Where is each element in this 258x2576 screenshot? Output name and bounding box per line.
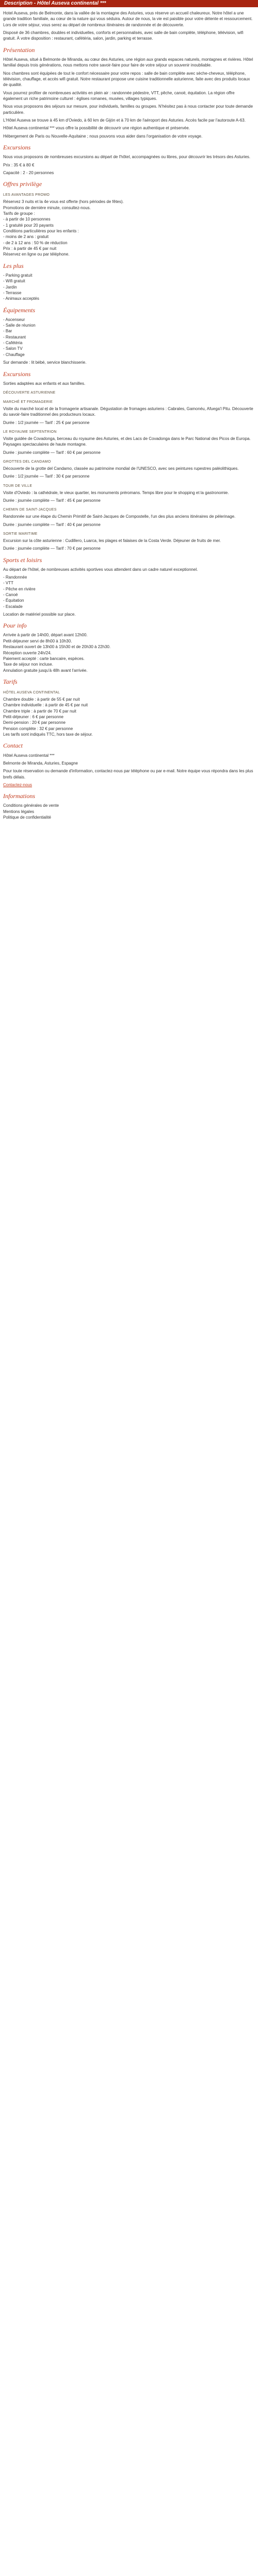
list-item: - Salon TV — [3, 346, 255, 351]
footer-heading: Informations — [3, 792, 36, 800]
decouverte-paragraph: Visite guidée de Covadonga, berceau du royaume des Asturies, et des Lacs de Covadonga dans le Parc National des Picos de Europa. Paysages spectaculaires de haute montagne. — [3, 436, 251, 447]
excursions-price: Prix : 35 € à 80 € — [3, 162, 35, 167]
tarifs-line: Chambre triple : à partir de 70 € par nuit — [3, 708, 76, 714]
presentation-heading: Présentation — [3, 46, 35, 54]
equipements-heading: Équipements — [3, 306, 35, 314]
list-item: - Équitation — [3, 598, 255, 603]
infos-section — [3, 621, 255, 673]
decouverte-section — [3, 391, 255, 552]
decouverte-paragraph: Découverte de la grotte del Candamo, classée au patrimoine mondial de l'UNESCO, avec ses peintures rupestres paléolithiques. — [3, 466, 239, 471]
list-item: - Parking gratuit — [3, 273, 255, 278]
tarifs-line: Pension complète : 32 € par personne — [3, 726, 73, 731]
list-item: - Bar — [3, 328, 255, 334]
excursions-heading: Excursions — [3, 144, 31, 151]
les-plus-heading: Les plus — [3, 262, 24, 269]
sports-intro: Au départ de l'hôtel, de nombreuses activités sportives vous attendent dans un cadre naturel exceptionnel. — [3, 567, 198, 572]
presentation-paragraph: Hôtel Auseva, situé à Belmonte de Miranda, au cœur des Asturies, une région aux grands espaces naturels, montagnes et rivières. Hôtel familial depuis trois générations, nous mettons notre savoir-faire pour faire de votre séjour un souvenir inoubliable. — [3, 57, 253, 68]
intro-section — [3, 10, 255, 42]
offres-line: Réservez en ligne ou par téléphone. — [3, 252, 70, 257]
list-item: - Ascenseur — [3, 317, 255, 323]
footer-section — [3, 792, 255, 820]
offres-line: Tarifs de groupe : — [3, 211, 35, 216]
presentation-paragraph: Nos chambres sont équipées de tout le confort nécessaire pour votre repos : salle de bain complète avec sèche-cheveux, téléphone, télévision, chauffage, et accès wifi gratuit. Notre restaurant propose une cuisine traditionnelle asturienne, faite avec des produits locaux de qualité. — [3, 71, 250, 88]
tarifs-line: Petit-déjeuner : 6 € par personne — [3, 715, 63, 720]
enfants-section — [3, 370, 255, 386]
offres-section — [3, 180, 255, 258]
decouverte-heading: DÉCOUVERTE ASTURIENNE — [3, 391, 56, 395]
offres-line: Promotions de dernière minute, consultez-nous. — [3, 205, 91, 210]
offres-line: Réservez 3 nuits et la 4e vous est offerte (hors périodes de fêtes). — [3, 199, 124, 205]
offres-line: Prix : à partir de 45 € par nuit — [3, 246, 57, 251]
infos-line: Réception ouverte 24h/24. — [3, 650, 52, 655]
excursions-capacity: Capacité : 2 - 20 personnes — [3, 170, 54, 175]
presentation-paragraph: L'Hôtel Auseva se trouve à 45 km d'Oviedo, à 60 km de Gijón et à 70 km de l'aéroport des Asturies. Accès facile par l'autoroute A-63. — [3, 118, 246, 123]
intro-paragraph: Hotel Auseva, près de Belmonte, dans la vallée de la montagne des Asturies, vous réserve un accueil chaleureux. Notre hôtel a une grande tradition familiale, au cœur de la nature qui vous séduira. Autour de nous, la vie est paisible pour votre détente et ressourcement. Lors de votre séjour, vous serez au départ de nombreux itinéraires de randonnée et de découverte. — [3, 11, 253, 27]
presentation-paragraph: Hôtel Auseva continental *** vous offre la possibilité de découvrir une région authentique et préservée. — [3, 126, 190, 131]
decouverte-paragraph: Visite d'Oviedo : la cathédrale, le vieux quartier, les monuments préromans. Temps libre pour le shopping et la gastronomie. — [3, 490, 229, 495]
infos-line: Annulation gratuite jusqu'à 48h avant l'arrivée. — [3, 668, 88, 673]
decouverte-paragraph: Durée : 1/2 journée — Tarif : 25 € par personne — [3, 420, 90, 425]
list-item: - Jardin — [3, 284, 255, 290]
footer-link[interactable]: Politique de confidentialité — [3, 815, 51, 820]
contact-paragraph: Pour toute réservation ou demande d'information, contactez-nous par téléphone ou par e-mail. Notre équipe vous répondra dans les plus brefs délais. — [3, 769, 253, 779]
tarifs-line: Demi-pension : 20 € par personne — [3, 720, 66, 725]
intro-paragraph: Disposé de 36 chambres, doubles et individuelles, conforts et personnalisés, avec salle de bain complète, téléphone, télévision, wifi gratuit. À votre disposition : restaurant, cafétéria, salon, jardin, parking et terrasse. — [3, 30, 244, 41]
equipements-section — [3, 306, 255, 366]
list-item: - Chauffage — [3, 352, 255, 358]
tarifs-line: Les tarifs sont indiqués TTC, hors taxe de séjour. — [3, 732, 93, 737]
decouverte-subheading: MARCHÉ ET FROMAGERIE — [3, 400, 53, 404]
sports-section — [3, 556, 255, 618]
presentation-paragraph: Nous vous proposons des séjours sur mesure, pour individuels, familles ou groupes. N'hésitez pas à nous contacter pour toute demande particulière. — [3, 104, 253, 115]
list-item: - Randonnée — [3, 574, 255, 580]
sports-note: Location de matériel possible sur place. — [3, 612, 76, 617]
enfants-heading: Excursions — [3, 370, 31, 378]
presentation-paragraph: Vous pourrez profiter de nombreuses activités en plein air : randonnée pédestre, VTT, pêche, canoë, équitation. La région offre également un riche patrimoine culturel : églises romanes, musées, villages typiques. — [3, 90, 235, 101]
les-plus-list — [3, 273, 255, 302]
contact-paragraph: Hôtel Auseva continental *** — [3, 753, 55, 758]
offres-subheading: LES AVANTAGES PROMO — [3, 193, 50, 197]
list-item: - VTT — [3, 580, 255, 586]
equipements-extra: Sur demande : lit bébé, service blanchisserie. — [3, 360, 87, 365]
equipements-list — [3, 317, 255, 358]
tarifs-section — [3, 677, 255, 737]
page — [0, 0, 258, 820]
offres-line: - moins de 2 ans : gratuit — [3, 234, 49, 240]
decouverte-paragraph: Durée : journée complète — Tarif : 45 € par personne — [3, 498, 101, 503]
infos-line: Taxe de séjour non incluse. — [3, 662, 53, 667]
decouverte-subheading: TOUR DE VILLE — [3, 484, 33, 488]
list-item: - Terrasse — [3, 290, 255, 296]
offres-line: - 1 gratuité pour 20 payants — [3, 223, 54, 228]
list-item: - Canoë — [3, 592, 255, 598]
sports-heading: Sports et loisirs — [3, 556, 42, 564]
decouverte-paragraph: Durée : 1/2 journée — Tarif : 30 € par personne — [3, 474, 90, 479]
excursions-paragraph: Nous vous proposons de nombreuses excursions au départ de l'hôtel, accompagnées ou libres, pour découvrir les trésors des Asturies. — [3, 155, 251, 160]
presentation-section — [3, 46, 255, 139]
offres-line: - à partir de 10 personnes — [3, 217, 51, 222]
footer-link[interactable]: Mentions légales — [3, 809, 35, 814]
infos-line: Petit-déjeuner servi de 8h00 à 10h30. — [3, 638, 72, 643]
offres-heading: Offres privilège — [3, 180, 42, 188]
decouverte-paragraph: Excursion sur la côte asturienne : Cudillero, Luarca, les plages et falaises de la Costa Verde. Déjeuner de fruits de mer. — [3, 538, 221, 543]
offres-line: - de 2 à 12 ans : 50 % de réduction — [3, 240, 68, 245]
decouverte-paragraph: Visite du marché local et de la fromagerie artisanale. Dégustation de fromages asturiens : Cabrales, Gamonéu, Afuega'l Pitu. Découverte du savoir-faire traditionnel des producteurs locaux. — [3, 406, 253, 417]
decouverte-paragraph: Durée : journée complète — Tarif : 70 € par personne — [3, 546, 101, 551]
page-title: Description - Hôtel Auseva continental *** — [4, 1, 106, 6]
page-header-banner — [0, 0, 258, 7]
tarifs-line: Chambre double : à partir de 55 € par nuit — [3, 697, 80, 702]
excursions-section — [3, 143, 255, 176]
sports-list — [3, 574, 255, 609]
enfants-paragraph: Sorties adaptées aux enfants et aux familles. — [3, 381, 86, 386]
infos-line: Arrivée à partir de 14h00, départ avant 12h00. — [3, 633, 88, 638]
decouverte-subheading: GROTTES DEL CANDAMO — [3, 460, 51, 464]
list-item: - Salle de réunion — [3, 323, 255, 328]
list-item: - Wifi gratuit — [3, 278, 255, 284]
contact-heading: Contact — [3, 742, 23, 750]
contact-section — [3, 741, 255, 788]
infos-line: Paiement accepté : carte bancaire, espèces. — [3, 656, 85, 661]
list-item: - Pêche en rivière — [3, 586, 255, 592]
list-item: - Animaux acceptés — [3, 296, 255, 301]
tarifs-heading: Tarifs — [3, 677, 18, 685]
infos-heading: Pour info — [3, 622, 27, 630]
decouverte-subheading: SORTIE MARITIME — [3, 532, 38, 536]
list-item: - Cafétéria — [3, 340, 255, 346]
tarifs-subheading: HÔTEL AUSEVA CONTINENTAL — [3, 691, 60, 695]
list-item: - Escalade — [3, 604, 255, 609]
decouverte-paragraph: Durée : journée complète — Tarif : 60 € par personne — [3, 450, 101, 455]
contact-paragraph: Belmonte de Miranda, Asturies, Espagne — [3, 760, 78, 766]
infos-line: Restaurant ouvert de 13h00 à 15h30 et de 20h30 à 22h30. — [3, 645, 111, 650]
decouverte-subheading: LE ROYAUME SEPTENTRION — [3, 430, 57, 434]
presentation-paragraph: Hébergement de Paris ou Nouvelle-Aquitaine ; nous pouvons vous aider dans l'organisation de votre voyage. — [3, 133, 203, 139]
tarifs-line: Chambre individuelle : à partir de 45 € par nuit — [3, 703, 88, 708]
contact-link[interactable]: Contactez-nous — [3, 782, 33, 787]
decouverte-subheading: CHEMIN DE SAINT-JACQUES — [3, 508, 57, 512]
list-item: - Restaurant — [3, 334, 255, 340]
les-plus-section — [3, 262, 255, 302]
decouverte-paragraph: Randonnée sur une étape du Chemin Primitif de Saint-Jacques de Compostelle, l'un des plus anciens itinéraires de pèlerinage. — [3, 514, 236, 519]
footer-link[interactable]: Conditions générales de vente — [3, 803, 59, 808]
decouverte-paragraph: Durée : journée complète — Tarif : 40 € par personne — [3, 522, 101, 527]
offres-line: Conditions particulières pour les enfants : — [3, 229, 79, 234]
